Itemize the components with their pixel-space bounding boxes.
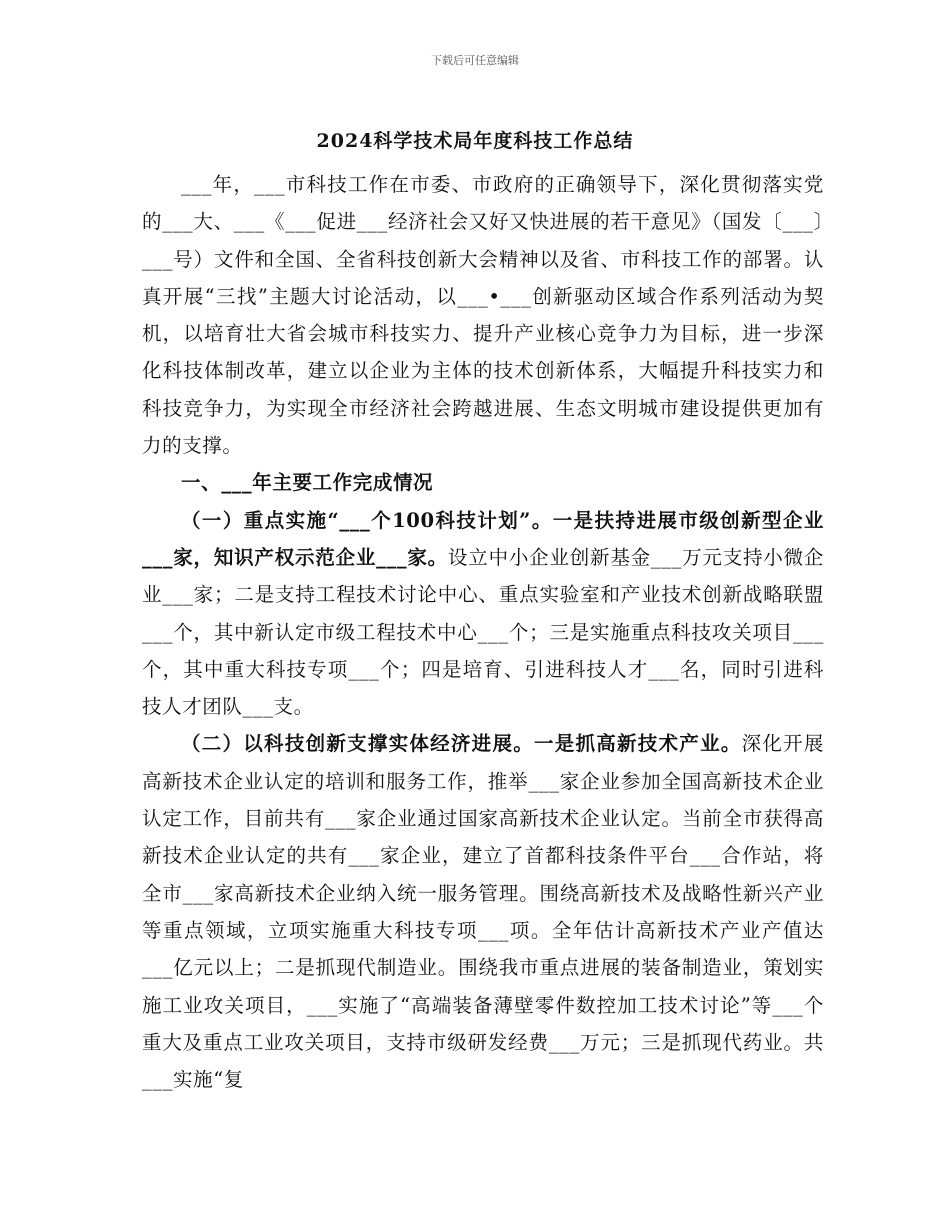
header-note: 下载后可任意编辑 bbox=[431, 54, 519, 67]
document-title: 2024科学技术局年度科技工作总结 bbox=[316, 130, 634, 152]
paragraph-2-lead: （二）以科技创新支撑实体经济进展。一是抓高新技术产业。 bbox=[181, 732, 742, 756]
paragraph-2 bbox=[142, 725, 824, 1098]
paragraph-2-text: 深化开展高新技术企业认定的培训和服务工作，推举___家企业参加全国高新技术企业认定工作，目前共有___家企业通过国家高新技术企业认定。当前全市获得高新技术企业认定的共有___家企业，建立了首都科技条件平台___合作站，将全市___家高新技术企业纳入统一服务管理。围绕高新技术及战略性新兴产业等重点领域，立项实施重大科技专项___项。全年估计高新技术产业产值达___亿元以上；二是抓现代制造业。围绕我市重点进展的装备制造业，策划实施工业攻关项目，___实施了“高端装备薄壁零件数控加工技术讨论”等___个重大及重点工业攻关项目，支持市级研发经费___万元；三是抓现代药业。共___实施“复 bbox=[142, 732, 824, 1092]
document-body bbox=[142, 166, 824, 1098]
paragraph-1-lead: （一）重点实施“___个100科技计划”。一是扶持进展市级创新型企业___家，知识产权示范企业___家。 bbox=[142, 508, 824, 569]
section-heading: 一、___年主要工作完成情况 bbox=[181, 471, 434, 495]
paragraph-1-text: 设立中小企业创新基金___万元支持小微企业___家；二是支持工程技术讨论中心、重点实验室和产业技术创新战略联盟___个，其中新认定市级工程技术中心___个；三是实施重点科技攻关项目___个，其中重大科技专项___个；四是培育、引进科技人才___名，同时引进科技人才团队___支。 bbox=[142, 545, 824, 719]
paragraph-1 bbox=[142, 502, 824, 726]
intro-paragraph: ___年，___市科技工作在市委、市政府的正确领导下，深化贯彻落实党的___大、___《___促进___经济社会又好又快进展的若干意见》（国发〔___〕___号）文件和全国、全省科技创新大会精神以及省、市科技工作的部署。认真开展“三找”主题大讨论活动，以___•___创新驱动区域合作系列活动为契机，以培育壮大省会城市科技实力、提升产业核心竞争力为目标，进一步深化科技体制改革，建立以企业为主体的技术创新体系，大幅提升科技实力和科技竞争力，为实现全市经济社会跨越进展、生态文明城市建设提供更加有力的支撑。 bbox=[142, 173, 824, 458]
